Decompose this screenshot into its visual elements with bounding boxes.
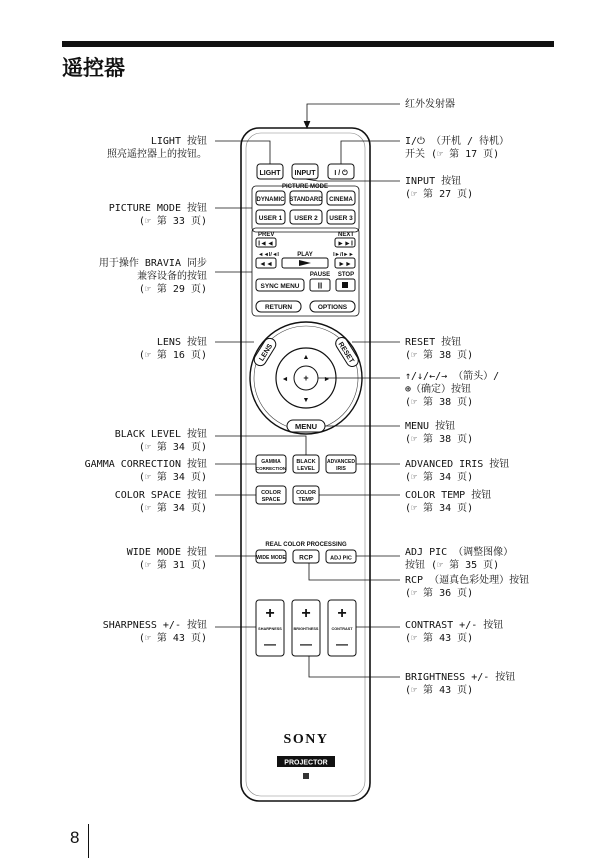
contrast-plus: + xyxy=(337,605,347,622)
reset-text: RESET xyxy=(336,341,355,365)
next-icon: ►►I xyxy=(337,240,353,248)
next-caption: NEXT xyxy=(337,232,354,238)
arrow-up-icon: ▲ xyxy=(302,354,310,361)
label-contrast: CONTRAST +/- 按钮 (☞ 第 43 页) xyxy=(405,620,504,644)
ct-text-1: COLOR xyxy=(296,490,316,496)
dynamic-text: DYNAMIC xyxy=(256,197,285,203)
options-text: OPTIONS xyxy=(317,304,348,311)
standard-text: STANDARD xyxy=(289,197,323,203)
pause-icon: II xyxy=(317,281,323,291)
menu-button[interactable] xyxy=(287,420,325,432)
rcp-caption: REAL COLOR PROCESSING xyxy=(265,542,347,548)
stop-icon xyxy=(342,282,348,288)
label-wide-mode: WIDE MODE 按钮 (☞ 第 31 页) xyxy=(126,547,207,571)
label-color-temp: COLOR TEMP 按钮 (☞ 第 34 页) xyxy=(405,490,492,514)
rcp-text: RCP xyxy=(299,554,313,562)
label-light: LIGHT 按钮 照亮遥控器上的按钮。 xyxy=(107,136,207,160)
label-menu: MENU 按钮 (☞ 第 38 页) xyxy=(405,421,474,445)
menu-text: MENU xyxy=(294,422,318,431)
label-sharpness: SHARPNESS +/- 按钮 (☞ 第 43 页) xyxy=(102,620,207,644)
page-title: 遥控器 xyxy=(62,56,125,80)
label-ir-emitter: 红外发射器 xyxy=(405,99,455,110)
label-arrows: ↑/↓/←/→ （箭头）/ ⊕（确定）按钮 (☞ 第 38 页) xyxy=(405,371,500,408)
label-lens: LENS 按钮 (☞ 第 16 页) xyxy=(138,337,207,361)
sharpness-plus: + xyxy=(265,605,275,622)
label-input: INPUT 按钮 (☞ 第 27 页) xyxy=(405,176,474,200)
remote-badge xyxy=(303,773,309,779)
label-black-level: BLACK LEVEL 按钮 (☞ 第 34 页) xyxy=(114,429,207,453)
brightness-text: BRIGHTNESS xyxy=(293,627,319,631)
cs-text-2: SPACE xyxy=(261,497,281,503)
label-gamma-correction: GAMMA CORRECTION 按钮 (☞ 第 34 页) xyxy=(84,459,207,483)
user2-text: USER 2 xyxy=(294,215,318,222)
play-caption: PLAY xyxy=(297,252,313,258)
enter-icon: + xyxy=(303,373,309,383)
brightness-plus: + xyxy=(301,605,311,622)
input-button-text: INPUT xyxy=(294,170,316,177)
arrow-left-icon: ◄ xyxy=(281,376,289,383)
contrast-minus: — xyxy=(336,637,348,651)
gamma-text-2: CORRECTION xyxy=(255,466,287,471)
cs-text-1: COLOR xyxy=(261,490,281,496)
label-color-space: COLOR SPACE 按钮 (☞ 第 34 页) xyxy=(114,490,207,514)
user3-text: USER 3 xyxy=(329,215,353,222)
power-button-text: I / ⏻ xyxy=(334,170,348,177)
adv-text-1: ADVANCED xyxy=(327,459,355,465)
sharpness-text: SHARPNESS xyxy=(258,627,282,631)
label-brightness: BRIGHTNESS +/- 按钮 (☞ 第 43 页) xyxy=(405,672,516,696)
gamma-text-1: GAMMA xyxy=(261,459,281,465)
label-power: I/⏻ （开机 / 待机） 开关 (☞ 第 17 页) xyxy=(405,136,510,160)
label-advanced-iris: ADVANCED IRIS 按钮 (☞ 第 34 页) xyxy=(405,459,510,483)
label-adj-pic: ADJ PIC （调整图像） 按钮 (☞ 第 35 页) xyxy=(405,547,514,571)
page-number-rule xyxy=(88,824,89,858)
ct-text-2: TEMP xyxy=(298,497,314,503)
lens-text: LENS xyxy=(258,343,275,363)
label-bravia: 用于操作 BRAVIA 同步 兼容设备的按钮 (☞ 第 29 页) xyxy=(98,258,207,295)
brightness-minus: — xyxy=(300,637,312,651)
page-number: 8 xyxy=(70,828,80,847)
label-picture-mode: PICTURE MODE 按钮 (☞ 第 33 页) xyxy=(108,203,207,227)
label-reset: RESET 按钮 (☞ 第 38 页) xyxy=(405,337,474,361)
sony-logo: SONY xyxy=(283,732,329,747)
sharpness-minus: — xyxy=(264,637,276,651)
arrow-right-icon: ► xyxy=(323,376,331,383)
return-text: RETURN xyxy=(264,304,293,311)
sync-menu-text: SYNC MENU xyxy=(260,283,300,290)
rewind-icon: ◄◄ xyxy=(259,261,273,268)
label-rcp: RCP （逼真色彩处理）按钮 (☞ 第 36 页) xyxy=(405,575,530,599)
stop-caption: STOP xyxy=(337,272,355,278)
arrow-down-icon: ▼ xyxy=(302,397,310,404)
adj-pic-text: ADJ PIC xyxy=(330,555,352,562)
prev-caption: PREV xyxy=(258,232,275,238)
wide-mode-text: WIDE MODE xyxy=(256,555,286,561)
black-text-2: LEVEL xyxy=(297,466,315,472)
fast-forward-icon: ►► xyxy=(338,261,352,268)
black-text-1: BLACK xyxy=(296,459,316,465)
prev-icon: I◄◄ xyxy=(258,240,274,248)
pause-caption: PAUSE xyxy=(309,272,331,278)
adv-text-2: IRIS xyxy=(336,466,346,472)
user1-text: USER 1 xyxy=(258,215,283,222)
cinema-text: CINEMA xyxy=(329,197,353,203)
light-button-text: LIGHT xyxy=(259,170,281,177)
contrast-text: CONTRAST xyxy=(331,627,353,631)
rew-caption: ◄◄I/◄I xyxy=(258,252,279,258)
picture-mode-caption: PICTURE MODE xyxy=(281,184,329,190)
ff-caption: I►/I►► xyxy=(333,252,354,258)
projector-text: PROJECTOR xyxy=(284,759,328,767)
